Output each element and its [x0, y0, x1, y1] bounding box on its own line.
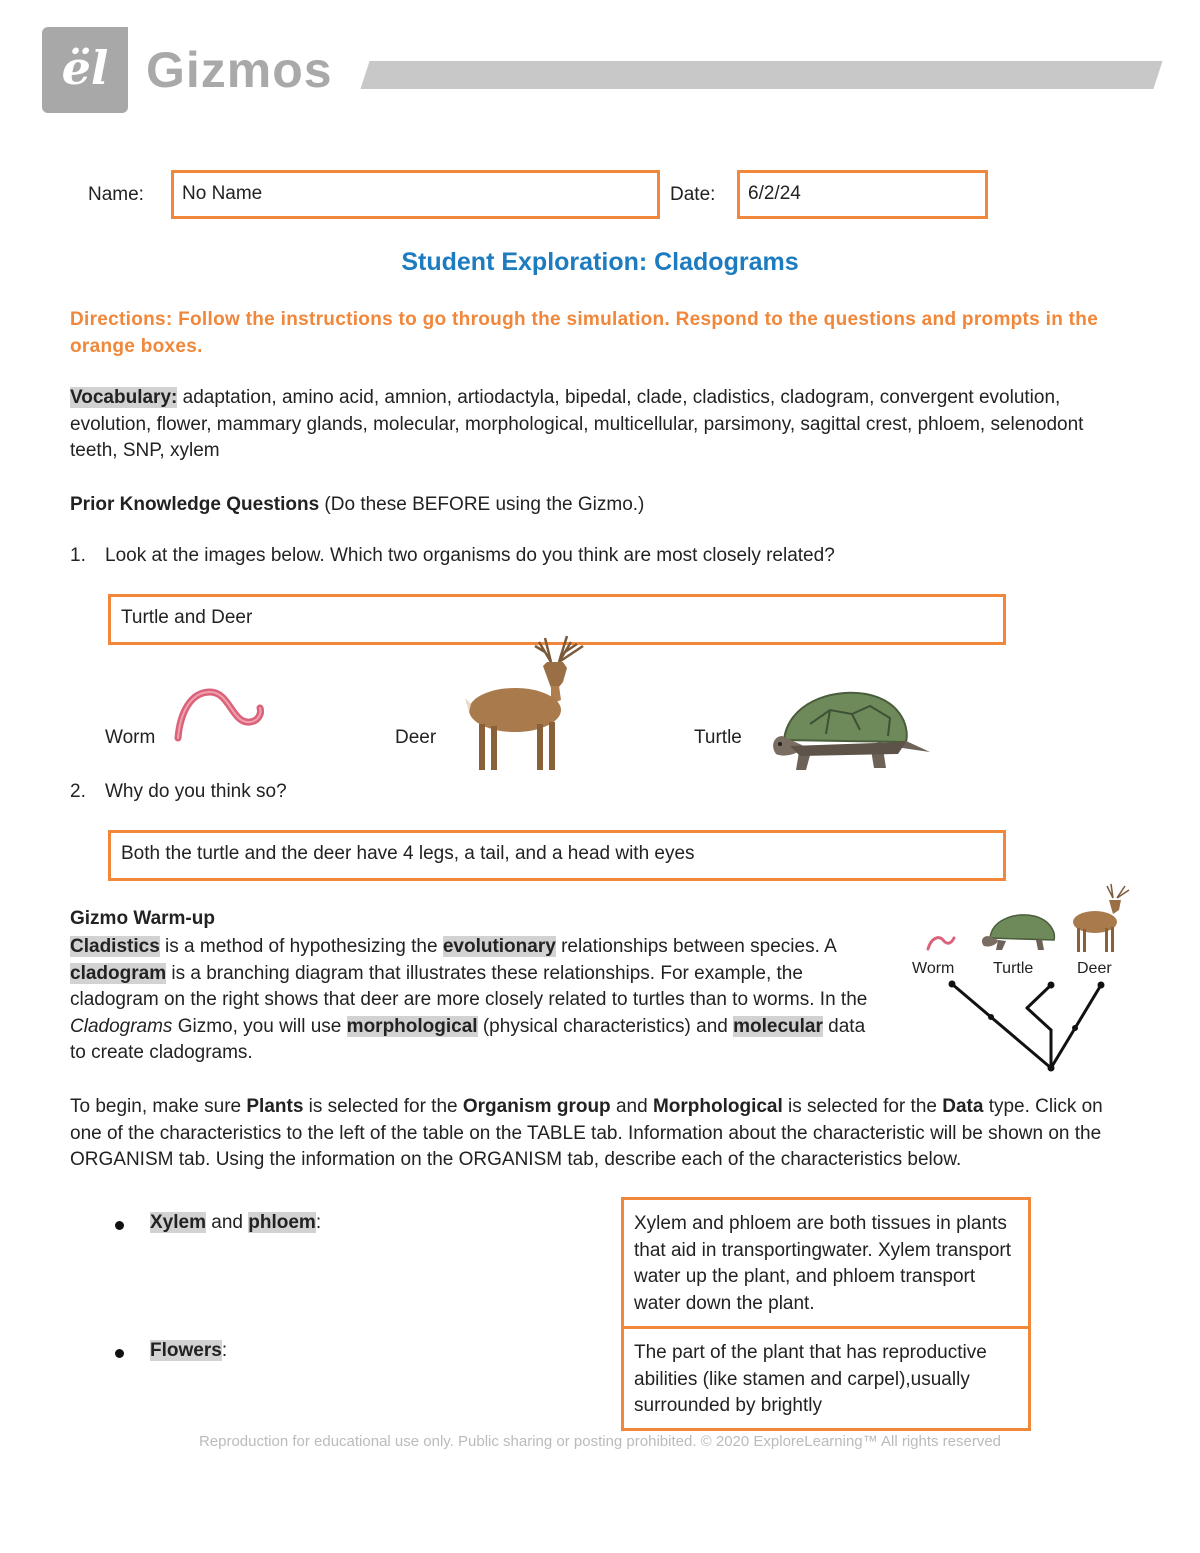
- xylem-phloem-label: [150, 1212, 321, 1234]
- question-1-text: Look at the images below. Which two organisms do you think are most closely related?: [105, 545, 835, 566]
- worm-label: Worm: [105, 727, 156, 748]
- term-evolutionary: evolutionary: [442, 936, 556, 957]
- gizmos-wordmark: Gizmos: [146, 42, 333, 98]
- instructions-text-5: type. Click on one of the characteristics to the left of the table on the TABLE tab. Information about the characteristic will be shown on the ORGANISM tab. Using the information on the ORGANISM tab, describe each of the characteristics below.: [70, 1096, 1103, 1170]
- term-xylem: Xylem: [150, 1212, 206, 1233]
- warmup-text-3: is a branching diagram that illustrates these relationships. For example, the cladogram on the right shows that deer are more closely related to turtles than to worms. In the: [70, 962, 868, 1010]
- question-2-answer-box[interactable]: Both the turtle and the deer have 4 legs, a tail, and a head with eyes: [108, 830, 1006, 881]
- question-1-answer-box[interactable]: Turtle and Deer: [108, 594, 1006, 645]
- warmup-paragraph: [70, 934, 885, 1067]
- flowers-label: [150, 1340, 227, 1362]
- explorelearning-logo: [42, 27, 128, 113]
- cladogram-branches: [905, 980, 1145, 1074]
- warmup-text-4: Gizmo, you will use: [172, 1015, 347, 1037]
- term-phloem: phloem: [248, 1212, 316, 1233]
- cladogram-label-deer: Deer: [1077, 960, 1112, 977]
- header-bar: [360, 61, 1162, 89]
- warmup-text-1: is a method of hypothesizing the: [159, 936, 443, 957]
- instructions-data: Data: [942, 1096, 984, 1117]
- instructions-text-2: is selected for the: [303, 1096, 463, 1117]
- copyright-footer: Reproduction for educational use only. Public sharing or posting prohibited. © 2020 ExploreLearning™ All rights reserved: [198, 1433, 1002, 1450]
- deer-image: [455, 632, 590, 774]
- question-1-number: 1.: [70, 545, 86, 566]
- instructions-morphological: Morphological: [652, 1096, 783, 1117]
- date-label: Date:: [670, 184, 716, 205]
- term-cladistics: Cladistics: [70, 936, 160, 957]
- bullet-flowers: [115, 1349, 124, 1358]
- date-field[interactable]: 6/2/24: [737, 170, 988, 219]
- term-flowers: Flowers: [150, 1340, 222, 1361]
- question-2-number: 2.: [70, 781, 86, 802]
- warmup-text-6: data to create cladograms.: [70, 1015, 866, 1063]
- term-cladogram: cladogram: [70, 962, 167, 984]
- vocabulary-paragraph: [70, 385, 1130, 465]
- gizmo-name: Cladograms: [70, 1015, 173, 1037]
- flowers-colon: :: [221, 1340, 228, 1361]
- bullet-xylem: [115, 1221, 124, 1230]
- warmup-text-5: (physical characteristics) and: [477, 1015, 734, 1037]
- mini-deer-image: [1065, 882, 1133, 954]
- turtle-label: Turtle: [694, 727, 742, 748]
- prior-knowledge-heading-line: [70, 492, 1130, 519]
- instructions-text-3: and: [610, 1096, 653, 1117]
- mini-worm-image: [925, 932, 957, 952]
- warmup-heading: Gizmo Warm-up: [70, 908, 215, 929]
- directions-text: Directions: Follow the instructions to go through the simulation. Respond to the questions and prompts in the orange boxes.: [70, 309, 1099, 357]
- instructions-paragraph: [70, 1094, 1130, 1174]
- page-title: Student Exploration: Cladograms: [401, 248, 799, 276]
- name-label: Name:: [88, 184, 144, 205]
- example-cladogram: [905, 882, 1145, 1074]
- prior-knowledge-heading: Prior Knowledge Questions: [70, 494, 320, 515]
- cladogram-label-worm: Worm: [912, 960, 955, 977]
- vocabulary-list: adaptation, amino acid, amnion, artiodactyla, bipedal, clade, cladistics, cladogram, convergent evolution, evolution, flower, mammary glands, molecular, morphological, multicellular, parsimony, sagittal crest, phloem, selenodont teeth, SNP, xylem: [70, 387, 1084, 461]
- term-molecular: molecular: [733, 1015, 823, 1037]
- vocabulary-label: Vocabulary:: [70, 387, 178, 408]
- logo-mark: ël: [61, 41, 109, 95]
- flowers-answer-box[interactable]: The part of the plant that has reproductive abilities (like stamen and carpel),usually surrounded by brightly: [621, 1326, 1031, 1431]
- cladogram-label-turtle: Turtle: [993, 960, 1034, 977]
- prior-knowledge-note: (Do these BEFORE using the Gizmo.): [319, 494, 645, 515]
- instructions-organism-group: Organism group: [462, 1096, 611, 1117]
- xylem-phloem-answer-box[interactable]: Xylem and phloem are both tissues in plants that aid in transportingwater. Xylem transport water up the plant, and phloem transport water down the plant.: [621, 1197, 1031, 1329]
- term-morphological: morphological: [346, 1015, 478, 1037]
- turtle-image: [770, 684, 932, 776]
- question-2-text: Why do you think so?: [105, 781, 287, 802]
- name-field[interactable]: No Name: [171, 170, 660, 219]
- xylem-and: and: [205, 1212, 249, 1233]
- worm-image: [170, 684, 268, 742]
- xylem-colon: :: [315, 1212, 322, 1233]
- deer-label: Deer: [395, 727, 437, 748]
- instructions-plants: Plants: [246, 1096, 304, 1117]
- mini-turtle-image: [978, 910, 1060, 952]
- instructions-text-1: To begin, make sure: [70, 1096, 247, 1117]
- warmup-text-2: relationships between species. A: [555, 936, 836, 957]
- instructions-text-4: is selected for the: [782, 1096, 943, 1117]
